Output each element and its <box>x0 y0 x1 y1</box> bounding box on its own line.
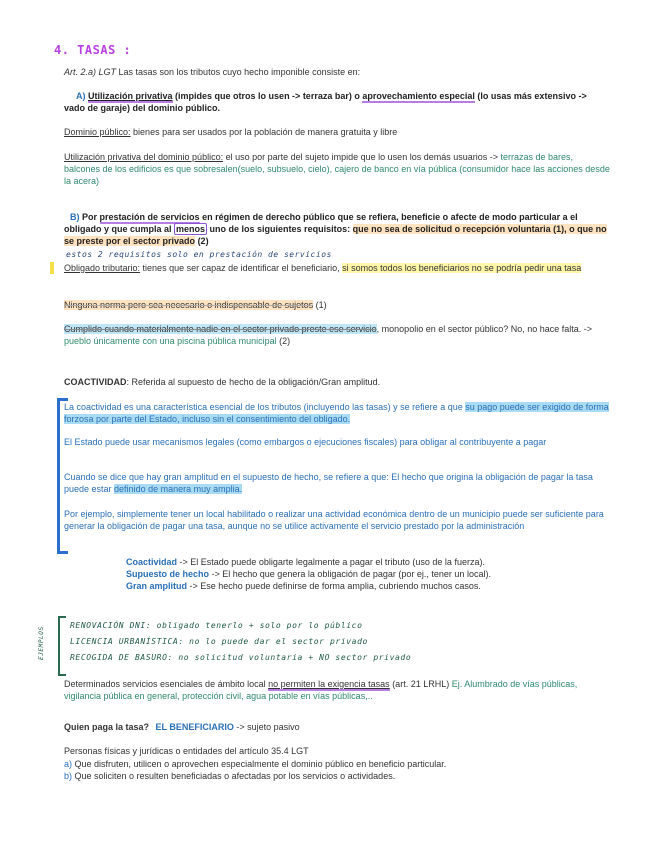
list-item <box>64 758 610 770</box>
quien-rest: -> sujeto pasivo <box>233 722 300 732</box>
summary-term: Coactividad <box>126 557 178 567</box>
ninguna-highlight: Ninguna norma pero sea necesario o indispensable de sujetos <box>64 300 314 310</box>
determinados-examples: Ej. Alumbrado de vías públicas, vigilancia pública en general, protección civil, agua potable en vías públicas,.. <box>64 679 578 702</box>
quien-question: Quien paga la tasa? <box>64 722 150 732</box>
utilizacion-term: Utilización privativa del dominio público: <box>64 152 224 162</box>
coactividad-p2: El Estado puede usar mecanismos legales (como embargos o ejecuciones fiscales) para obligar al contribuyente a pagar <box>64 437 547 447</box>
summary-item <box>126 556 616 568</box>
intro-paragraph <box>64 66 610 78</box>
coactividad-p1-text: La coactividad es una característica esencial de los tributos (incluyendo las tasas) y se refiere a que <box>64 402 466 412</box>
list-item <box>64 770 610 782</box>
item-b-text1: Por <box>79 212 100 222</box>
obligado-paragraph <box>64 262 610 274</box>
personas-paragraph: Personas físicas y jurídicas o entidades del artículo 35.4 LGT <box>64 746 309 756</box>
item-a-text2: (lo usas más extensivo -> vado de garaje) del dominio público. <box>64 91 587 114</box>
utilizacion-paragraph <box>64 151 610 187</box>
determinados-paragraph <box>64 678 610 702</box>
summary-item <box>126 568 616 580</box>
item-b <box>64 211 610 247</box>
obligado-term: Obligado tributario: <box>64 263 141 273</box>
utilizacion-text: el uso por parte del sujeto impide que lo usen los demás usuarios -> <box>223 152 501 162</box>
ninguna-end: (1) <box>313 300 327 310</box>
item-b-text3: uno de los siguientes requisitos: <box>207 224 353 235</box>
list <box>64 758 610 782</box>
green-bracket <box>58 616 66 676</box>
item-b-text2: en régimen de derecho público que se refiera, beneficie o afecte de modo particular a el obligado y que cumpla al <box>64 212 578 235</box>
item-a-term2: aprovechamiento especial <box>362 91 475 101</box>
coactividad-heading <box>64 376 610 388</box>
handwritten-examples <box>70 618 610 666</box>
handwritten-example: LICENCIA URBANÍSTICA: no lo puede dar el sector privado <box>70 637 368 646</box>
dominio-text: bienes para ser usados por la población de manera gratuita y libre <box>130 127 398 137</box>
summary-term: Gran amplitud <box>126 581 188 592</box>
determinados-text2: (art. 21 LRHL) <box>389 679 452 689</box>
list-label: a) <box>64 759 73 769</box>
item-a-text1: (impides que otros lo usen -> terraza bar) o <box>172 91 363 101</box>
ninguna-paragraph <box>64 299 610 311</box>
item-b-term: prestación de servicios <box>99 212 200 222</box>
item-b-requisitos: que no sea de solicitud o recepción voluntaria (1), o que no se preste por el sector privado <box>64 224 607 247</box>
summary-list <box>126 556 616 592</box>
ejemplos-label: EJEMPLOS <box>38 626 45 660</box>
handwritten-example: RENOVACIÓN DNI: obligado tenerlo + solo por lo público <box>70 621 363 630</box>
handwritten-example: RECOGIDA DE BASURO: no solicitud voluntaria + NO sector privado <box>70 653 412 662</box>
list-label: b) <box>64 771 73 782</box>
quien-paragraph <box>64 721 610 733</box>
obligado-text: tienes que ser capaz de identificar el beneficiario, <box>140 263 343 273</box>
intro-ref: Art. 2.a) LGT <box>64 67 117 77</box>
cumplido-highlight: Cumplido cuando materialmente nadie en el sector privado preste ese servicio <box>64 324 377 334</box>
list-text: Que disfruten, utilicen o aprovechen especialmente el dominio público en beneficio particular. <box>72 759 447 769</box>
summary-text: -> Ese hecho puede definirse de forma amplia, cubriendo muchos casos. <box>187 581 481 592</box>
coactividad-p3 <box>64 471 610 495</box>
item-a-term1: Utilización privativa <box>88 91 173 101</box>
intro-text: Las tasas son los tributos cuyo hecho imponible consiste en: <box>116 67 361 77</box>
coactividad-p1-highlight: su pago puede ser exigido de forma forzosa por parte del Estado, incluso sin el consentimiento del obligado. <box>64 402 609 425</box>
list-text: Que soliciten o resulten beneficiadas o afectadas por los servicios o actividades. <box>72 771 396 782</box>
quien-answer: EL BENEFICIARIO <box>155 722 234 732</box>
yellow-marker <box>50 262 54 274</box>
coactividad-term: COACTIVIDAD <box>64 377 127 387</box>
cumplido-example: pueblo únicamente con una piscina pública municipal <box>64 336 277 347</box>
summary-term: Supuesto de hecho <box>126 569 210 580</box>
determinados-text: Determinados servicios esenciales de ámbito local <box>64 679 269 689</box>
coactividad-p1 <box>64 401 610 425</box>
section-title: 4. TASAS : <box>54 43 132 57</box>
summary-text: -> El Estado puede obligarte legalmente a pagar el tributo (uso de la fuerza). <box>177 557 485 567</box>
determinados-highlight: no permiten la exigencia tasas <box>268 679 390 689</box>
utilizacion-examples: terrazas de bares, balcones de los edificios es que sobresalen(suelo, subsuelo, cielo), cajero de banco en vía pública (consumidor hace las acciones desde la acera) <box>64 152 610 187</box>
item-b-end: (2) <box>195 236 209 247</box>
coactividad-p4: Por ejemplo, simplemente tener un local habilitado o realizar una actividad económica dentro de un municipio puede ser suficiente para generar la obligación de pagar una tasa, aunque no se utilice activamente el servicio prestado por la administración <box>64 509 604 532</box>
item-b-menos: menos <box>176 224 206 235</box>
dominio-paragraph <box>64 126 610 138</box>
cumplido-text: , monopolio en el sector público? No, no hace falta. -> <box>376 324 593 334</box>
dominio-term: Dominio público: <box>64 127 131 137</box>
item-a-label: A) <box>76 91 86 101</box>
cumplido-paragraph <box>64 323 610 347</box>
obligado-highlight: si somos todos los beneficiarios no se podría pedir una tasa <box>342 263 582 273</box>
summary-text: -> El hecho que genera la obligación de pagar (por ej., tener un local). <box>209 569 491 580</box>
coactividad-p3-highlight: definido de manera muy amplia. <box>114 484 243 495</box>
handwritten-note: estos 2 requisitos solo en prestación de servicios <box>66 250 332 259</box>
summary-item <box>126 580 616 592</box>
coactividad-p3-text: Cuando se dice que hay gran amplitud en el supuesto de hecho, se refiere a que: El hecho que origina la obligación de pagar la tasa puede estar <box>64 472 593 495</box>
item-b-label: B) <box>70 212 80 222</box>
coactividad-text: : Referida al supuesto de hecho de la obligación/Gran amplitud. <box>126 377 381 387</box>
item-a <box>64 90 610 114</box>
cumplido-end: (2) <box>276 336 291 347</box>
